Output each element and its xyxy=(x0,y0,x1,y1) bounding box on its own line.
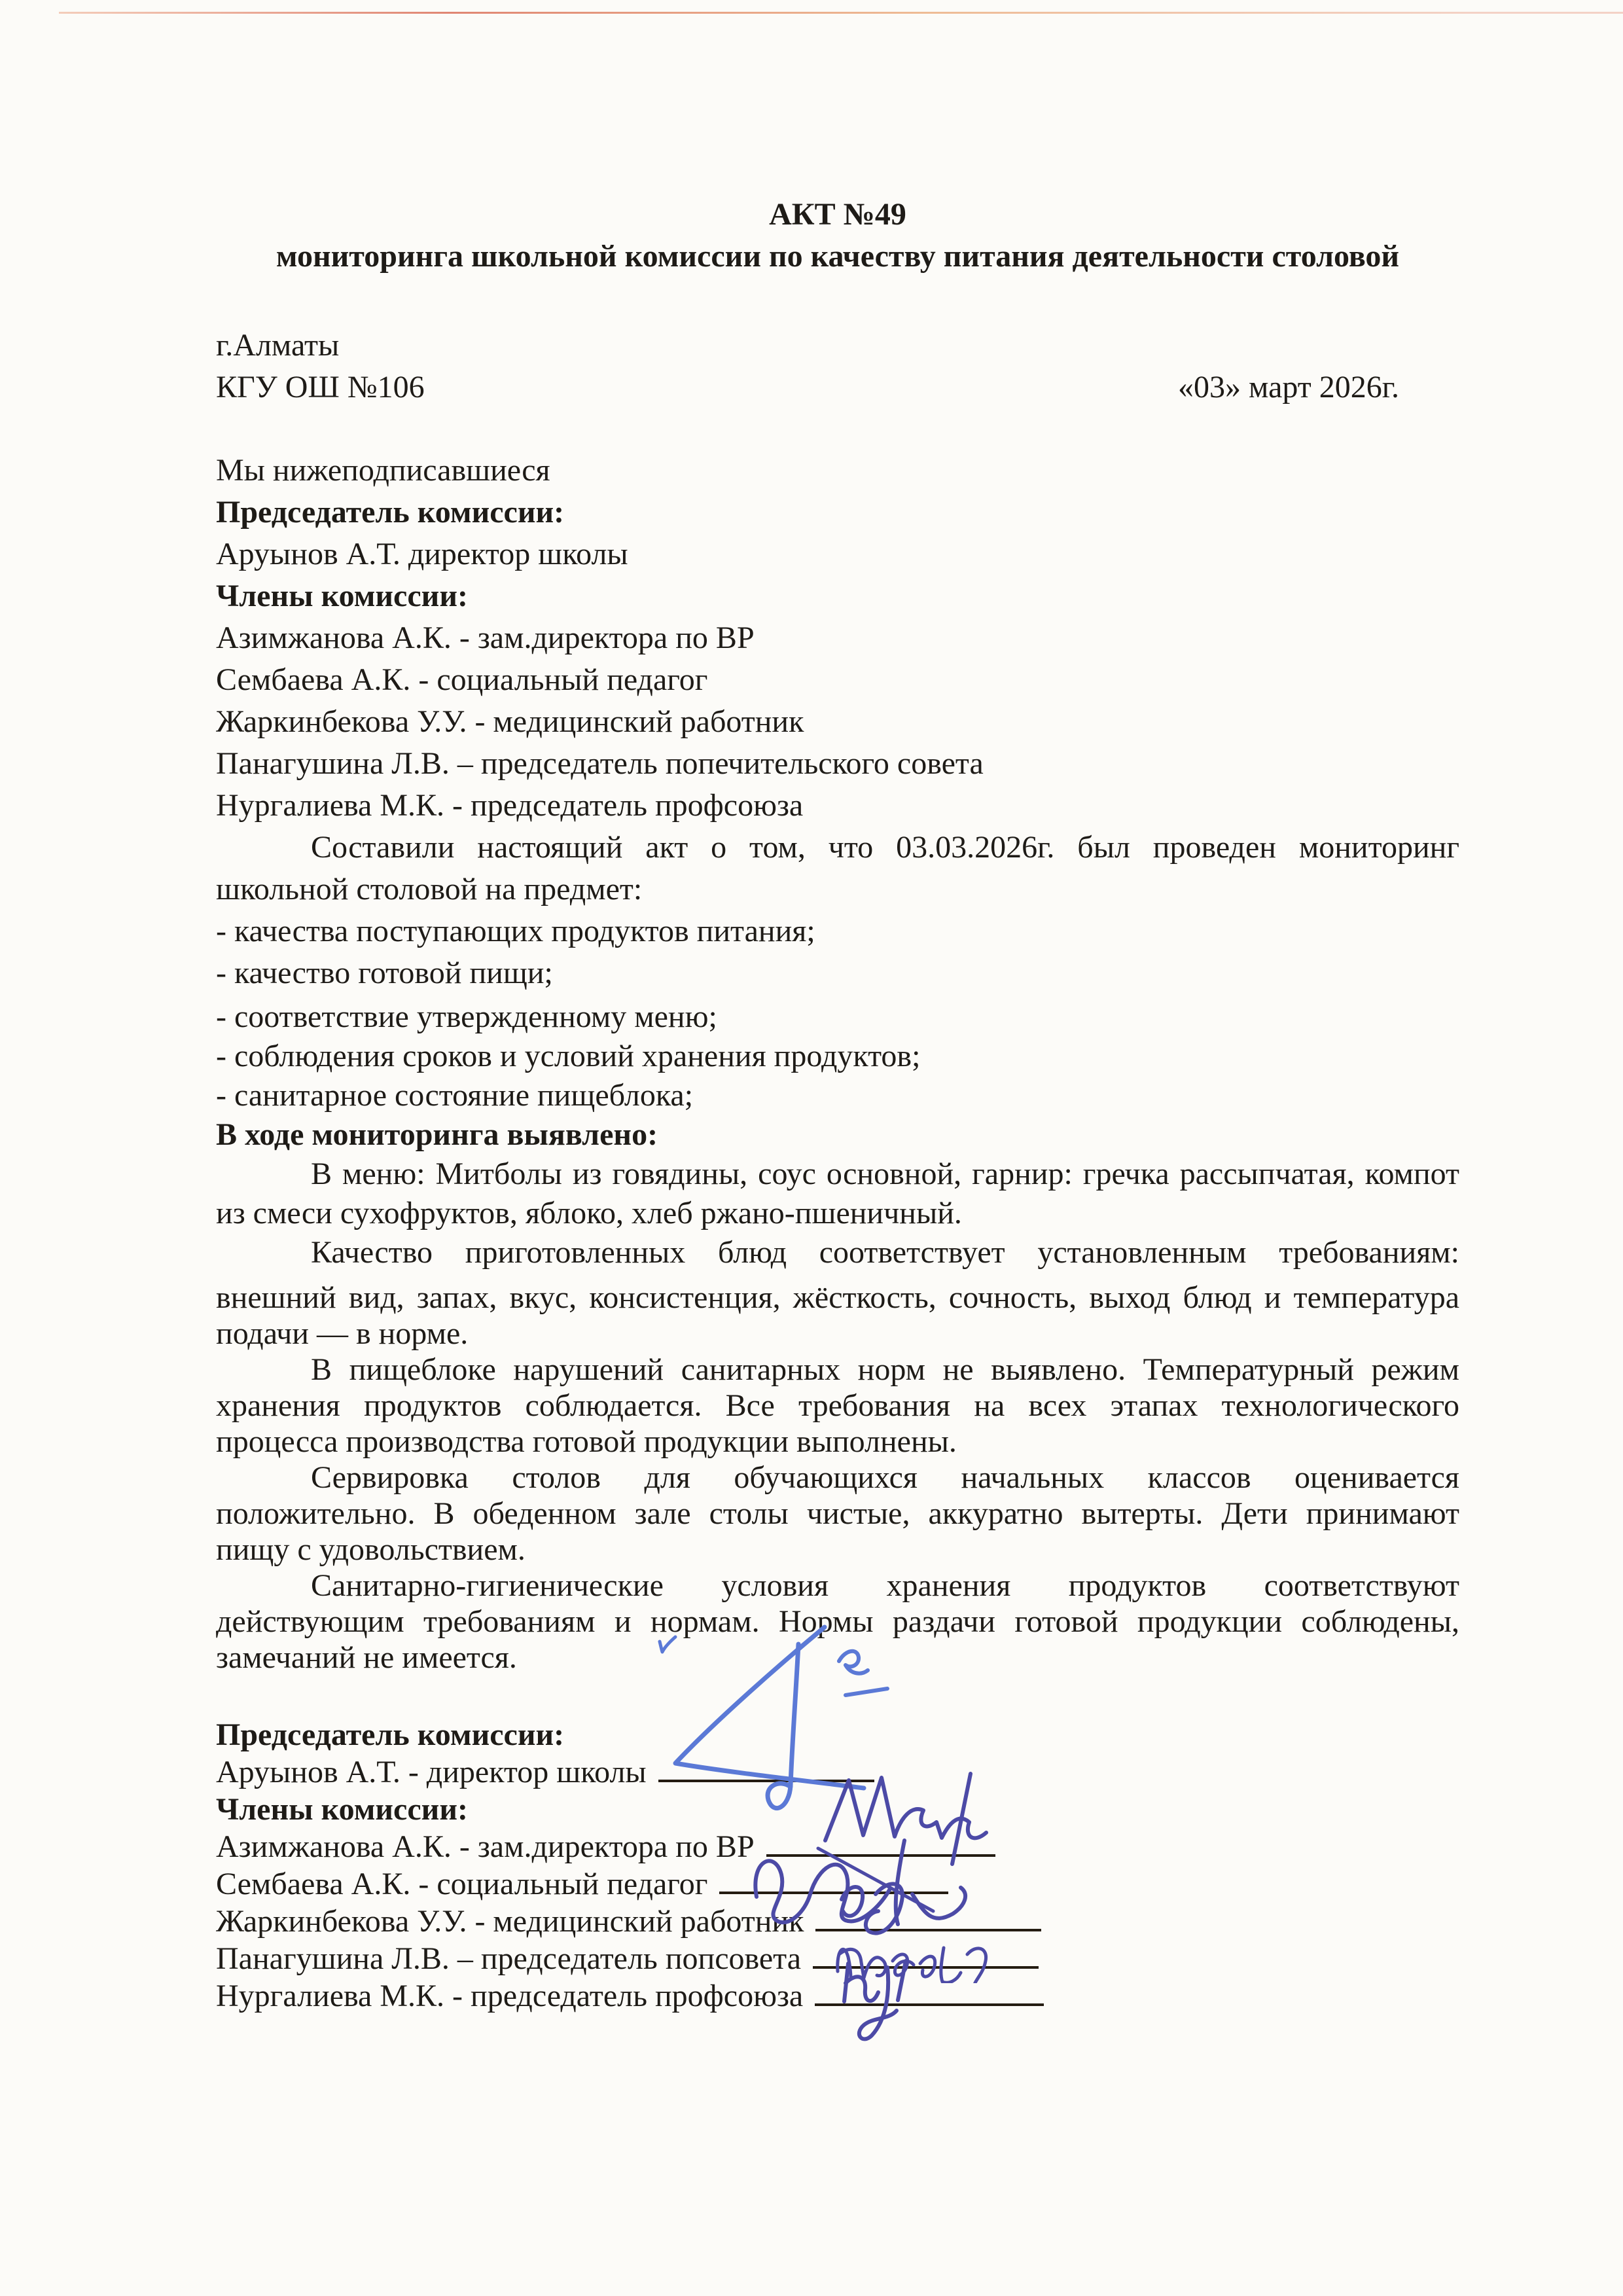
checklist-item: - качество готовой пищи; xyxy=(216,956,553,990)
signature-underline xyxy=(815,1977,1044,2006)
findings-heading: В ходе мониторинга выявлено: xyxy=(216,1117,658,1152)
signature-underline xyxy=(719,1865,948,1894)
paragraph-line: школьной столовой на предмет: xyxy=(216,872,643,906)
signature-label: Панагушина Л.В. – председатель попсовета xyxy=(216,1941,802,1976)
signing-chair-heading: Председатель комиссии: xyxy=(216,1717,565,1752)
checklist-item: - качества поступающих продуктов питания; xyxy=(216,914,815,948)
member-line: Сембаева А.К. - социальный педагог xyxy=(216,662,708,697)
signature-underline xyxy=(658,1753,874,1782)
signature-label: Жаркинбекова У.У. - медицинский работник xyxy=(216,1904,804,1939)
signature-underline xyxy=(766,1828,995,1857)
act-title: АКТ №49 xyxy=(769,197,906,232)
member-line: Азимжанова А.К. - зам.директора по ВР xyxy=(216,620,755,655)
signature-row xyxy=(216,1903,1459,1940)
paragraph-line: Сервировка столов для обучающихся начальных классов оценивается xyxy=(311,1460,1459,1495)
act-subtitle: мониторинга школьной комиссии по качеству питания деятельности столовой xyxy=(276,239,1400,274)
signing-members-heading: Члены комиссии: xyxy=(216,1792,468,1827)
paragraph-line: В меню: Митболы из говядины, соус основной, гарнир: гречка рассыпчатая, компот xyxy=(311,1157,1459,1191)
members-heading: Члены комиссии: xyxy=(216,579,468,613)
signature-label: Сембаева А.К. - социальный педагог xyxy=(216,1867,708,1901)
signature-row xyxy=(216,1753,1459,1791)
paragraph-line: замечаний не имеется. xyxy=(216,1640,517,1675)
signature-label: Азимжанова А.К. - зам.директора по ВР xyxy=(216,1829,755,1864)
act-date: «03» март 2026г. xyxy=(1178,370,1399,404)
paragraph-line: подачи — в норме. xyxy=(216,1316,469,1351)
commission-block xyxy=(216,450,1459,994)
signature-row xyxy=(216,1828,1459,1865)
paragraph-line: Составили настоящий акт о том, что 03.03.2026г. был проведен мониторинг xyxy=(311,830,1459,865)
signature-label: Аруынов А.Т. - директор школы xyxy=(216,1755,647,1789)
scan-artifact-line xyxy=(59,12,1623,14)
signature-underline xyxy=(813,1940,1039,1969)
paragraph-line: В пищеблоке нарушений санитарных норм не выявлено. Температурный режим xyxy=(311,1352,1459,1387)
chair-heading: Председатель комиссии: xyxy=(216,495,565,529)
narrative-block xyxy=(216,1280,1459,1676)
paragraph-line: процесса производства готовой продукции выполнены. xyxy=(216,1424,957,1459)
checklist-item: - соответствие утвержденному меню; xyxy=(216,999,717,1034)
paragraph-line: Качество приготовленных блюд соответствует установленным требованиям: xyxy=(311,1235,1459,1270)
header-meta-block xyxy=(216,325,1459,408)
signature-row xyxy=(216,1977,1459,2015)
chair-name: Аруынов А.Т. директор школы xyxy=(216,537,628,571)
opening-line: Мы нижеподписавшиеся xyxy=(216,453,550,488)
signing-block xyxy=(216,1716,1459,2015)
signature-row xyxy=(216,1865,1459,1903)
org-name: КГУ ОШ №106 xyxy=(216,370,425,404)
paragraph-line: пищу с удовольствием. xyxy=(216,1532,526,1567)
paragraph-line: Санитарно-гигиенические условия хранения продуктов соответствуют xyxy=(311,1568,1459,1603)
paragraph-line: внешний вид, запах, вкус, консистенция, жёсткость, сочность, выход блюд и температура xyxy=(216,1280,1459,1315)
signature-underline xyxy=(815,1903,1041,1931)
member-line: Жаркинбекова У.У. - медицинский работник xyxy=(216,704,804,739)
paragraph-line: действующим требованиям и нормам. Нормы раздачи готовой продукции соблюдены, xyxy=(216,1604,1459,1639)
paragraph-line: из смеси сухофруктов, яблоко, хлеб ржано-пшеничный. xyxy=(216,1196,962,1230)
member-line: Панагушина Л.В. – председатель попечительского совета xyxy=(216,746,984,781)
signature-label: Нургалиева М.К. - председатель профсоюза xyxy=(216,1979,804,2013)
checklist-item: - санитарное состояние пищеблока; xyxy=(216,1078,694,1113)
org-date-row xyxy=(216,367,1459,408)
paragraph-line: хранения продуктов соблюдается. Все требования на всех этапах технологического xyxy=(216,1388,1459,1423)
signature-row xyxy=(216,1940,1459,1977)
checklist-item: - соблюдения сроков и условий хранения продуктов; xyxy=(216,1039,921,1073)
paragraph-line: положительно. В обеденном зале столы чистые, аккуратно вытерты. Дети принимают xyxy=(216,1496,1459,1531)
member-line: Нургалиева М.К. - председатель профсоюза xyxy=(216,788,804,823)
findings-block xyxy=(216,997,1459,1272)
title-block xyxy=(216,194,1459,278)
city: г.Алматы xyxy=(216,328,340,363)
